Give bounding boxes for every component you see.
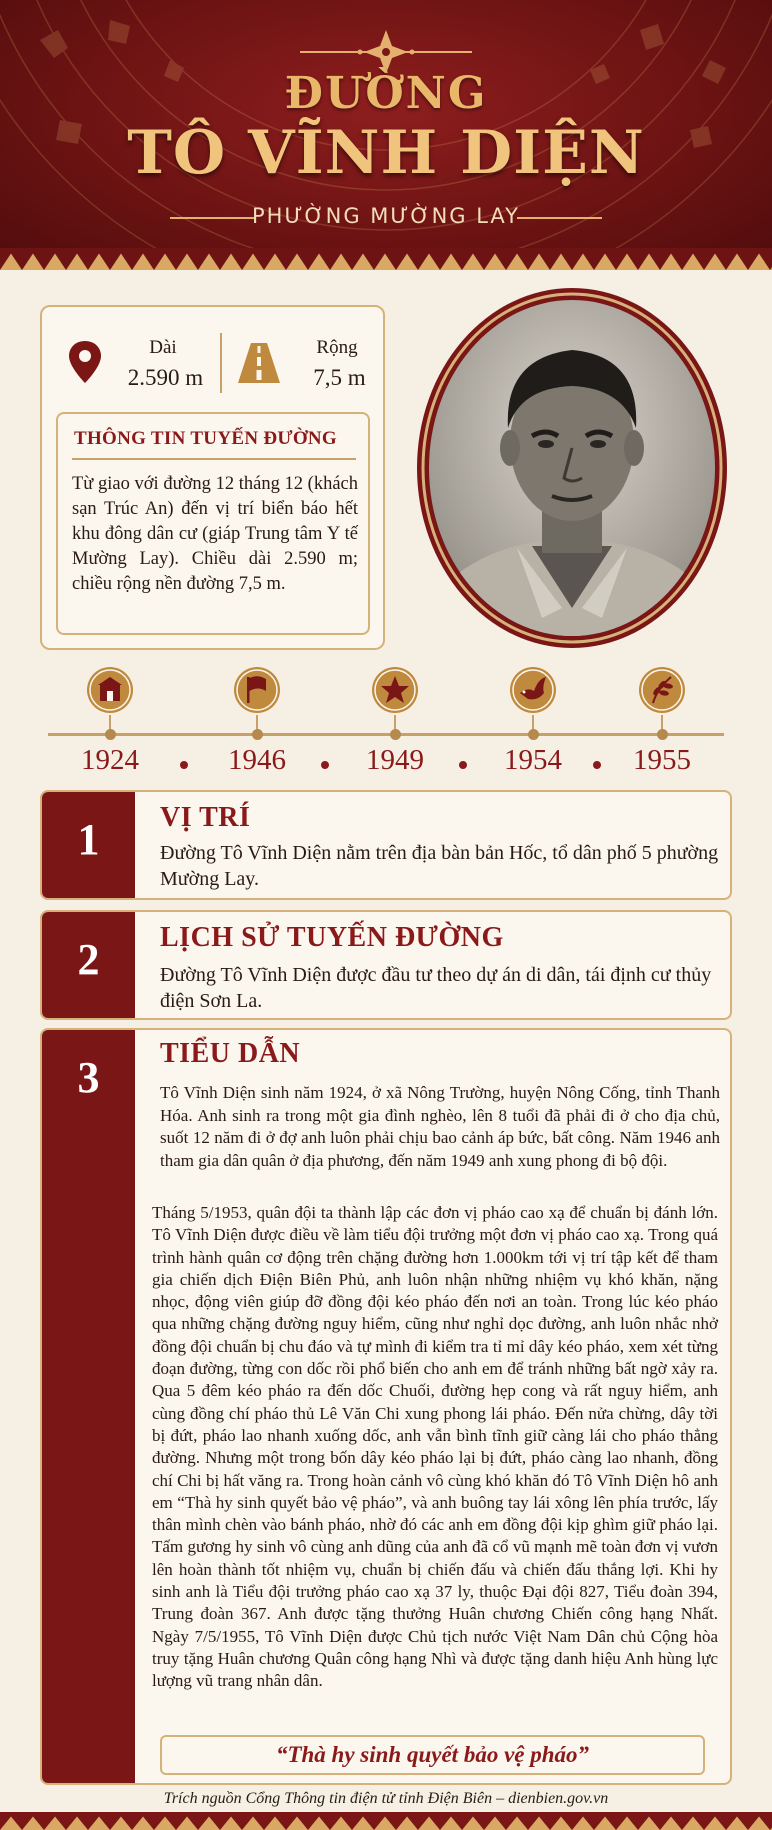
header-subtitle: PHƯỜNG MƯỜNG LAY [251,204,520,228]
header-banner [0,0,772,270]
section-history [40,910,732,1020]
route-title-rule [72,458,356,460]
dove-icon [508,665,558,715]
footer-border-strip [0,1812,772,1830]
stat-divider [220,333,222,393]
source-credit: Trích nguồn Cổng Thông tin điện tử tỉnh Điện Biên – dienbien.gov.vn [163,1790,609,1807]
timeline-dot [657,729,668,740]
width-label: Rộng [316,337,358,358]
section-text: Đường Tô Vĩnh Diện nằm trên địa bàn bản Hốc, tổ dân phố 5 phường Mường Lay. [160,842,719,890]
pagoda-gate-icon [85,665,135,715]
width-stat [234,329,374,399]
section-number: 2 [77,935,100,984]
section-title: LỊCH SỬ TUYẾN ĐƯỜNG [160,922,504,953]
section-location [40,790,732,900]
location-pin-icon [60,337,110,387]
timeline-year: 1949 [366,744,424,776]
timeline [0,665,772,780]
timeline-year: 1955 [633,744,691,776]
star-icon [370,665,420,715]
section-biography [40,1028,732,1785]
route-info-title: THÔNG TIN TUYẾN ĐƯỜNG [74,428,338,449]
timeline-item-1949 [345,665,445,780]
timeline-year: 1954 [504,744,562,776]
hero-portrait [412,278,732,658]
timeline-item-1954 [483,665,583,780]
section-number-block [42,912,135,1018]
quote-box [160,1735,705,1775]
length-label: Dài [149,337,177,358]
section-title: TIỂU DẪN [160,1038,301,1069]
length-value: 2.590 m [127,365,204,390]
header-title-main: TÔ VĨNH DIỆN [127,118,645,188]
road-icon [234,337,284,387]
width-value: 7,5 m [313,365,366,390]
section-title: VỊ TRÍ [160,802,251,833]
header-border-strip [0,248,772,270]
section-number: 3 [77,1053,100,1102]
timeline-dot [105,729,116,740]
length-stat [60,329,210,399]
timeline-separator-dot [459,761,467,769]
header-title-small: ĐƯỜNG [284,68,488,119]
route-info-box [56,412,370,635]
flag-icon [232,665,282,715]
route-info-text: Từ giao với đường 12 tháng 12 (khách sạn Trúc An) đến vị trí biển báo hết khu đông dân cư (giáp Trung tâm Y tế Mường Lay). Chiều dài 2.590 m; chiều rộng nền đường 7,5 m. [72,474,358,594]
info-card [40,305,385,650]
timeline-item-1955 [612,665,712,780]
laurel-icon [637,665,687,715]
biography-paragraph-1: Tô Vĩnh Diện sinh năm 1924, ở xã Nông Trường, huyện Nông Cống, tỉnh Thanh Hóa. Anh sinh ra trong một gia đình nghèo, lên 8 tuổi đã phải đi ở cho địa chủ, suốt 12 năm đi ở đợ anh luôn phải chịu bao cảnh áp bức, bất công. Năm 1946 anh tham gia dân quân ở địa phương, đến năm 1949 anh xung phong đi bộ đội. [160,1083,720,1170]
timeline-dot [528,729,539,740]
section-number-block [42,1030,135,1783]
quote-text: “Thà hy sinh quyết bảo vệ pháo” [275,1742,590,1767]
timeline-item-1946 [207,665,307,780]
timeline-separator-dot [321,761,329,769]
section-number-block [42,792,135,898]
timeline-item-1924 [60,665,160,780]
section-number: 1 [77,815,100,864]
section-text: Đường Tô Vĩnh Diện được đầu tư theo dự án di dân, tái định cư thủy điện Sơn La. [160,964,712,1012]
timeline-year: 1924 [81,744,139,776]
timeline-separator-dot [593,761,601,769]
timeline-year: 1946 [228,744,286,776]
timeline-dot [390,729,401,740]
biography-paragraph-2: Tháng 5/1953, quân đội ta thành lập các đơn vị pháo cao xạ để chuẩn bị đánh lớn. Tô Vĩnh Diện được điều về làm tiểu đội trưởng một đơn vị pháo cao xạ. Trong quá trình hành quân cơ động trên chặng đường hơn 1.000km tới vị trí tập kết để tham gia chiến dịch Điện Biên Phủ, anh luôn nhận những nhiệm vụ khó khăn, nặng nhọc, động viên giúp đỡ đồng đội kéo pháo đến nơi an toàn. Trong lúc kéo pháo qua những chặng đường nguy hiểm, cũng như nghỉ dọc đường, anh luôn nhắc nhở đồng đội chuẩn bị chu đáo và tự mình đi kiểm tra tỉ mỉ dây kéo pháo, xem xét từng đoạn đường, từng con dốc rồi phổ biến cho anh em để tránh những bất ngờ xảy ra. Qua 5 đêm kéo pháo ra đến dốc Chuối, đường hẹp cong và rất nguy hiểm, anh cùng đồng chí pháo thủ Lê Văn Chi xung phong lái pháo. Đến nửa chừng, dây tời bị đứt, pháo lao nhanh xuống dốc, anh vẫn bình tĩnh giữ càng lái cho pháo thẳng đường. Nhưng một trong bốn dây kéo pháo lại bị đứt, pháo càng lao nhanh, đồng chí Chi bị hất văng ra. Trong hoàn cảnh vô cùng khó khăn đó Tô Vĩnh Diện hô anh em “Thà hy sinh quyết bảo vệ pháo”, và anh buông tay lái xông lên phía trước, lấy thân mình chèn vào bánh pháo, nhờ đó các anh em đồng đội kịp ghìm giữ pháo lại. Tấm gương hy sinh vô cùng anh dũng của anh đã cổ vũ mạnh mẽ toàn đơn vị vươn lên hoàn thành tốt nhiệm vụ, chuẩn bị chiến đấu và chiến đấu thắng lợi. Khi hy sinh anh là Tiểu đội trưởng pháo cao xạ 37 ly, thuộc Đại đội 827, Tiểu đoàn 394, Trung đoàn 367. Anh được tặng thưởng Huân chương Chiến công hạng Nhất. Ngày 7/5/1955, Tô Vĩnh Diện được Chủ tịch nước Việt Nam Dân chủ Cộng hòa truy tặng Huân chương Quân công hạng Nhì và được tặng danh hiệu Anh hùng lực lượng vũ trang nhân dân. [152,1203,718,1691]
timeline-dot [252,729,263,740]
timeline-separator-dot [180,761,188,769]
